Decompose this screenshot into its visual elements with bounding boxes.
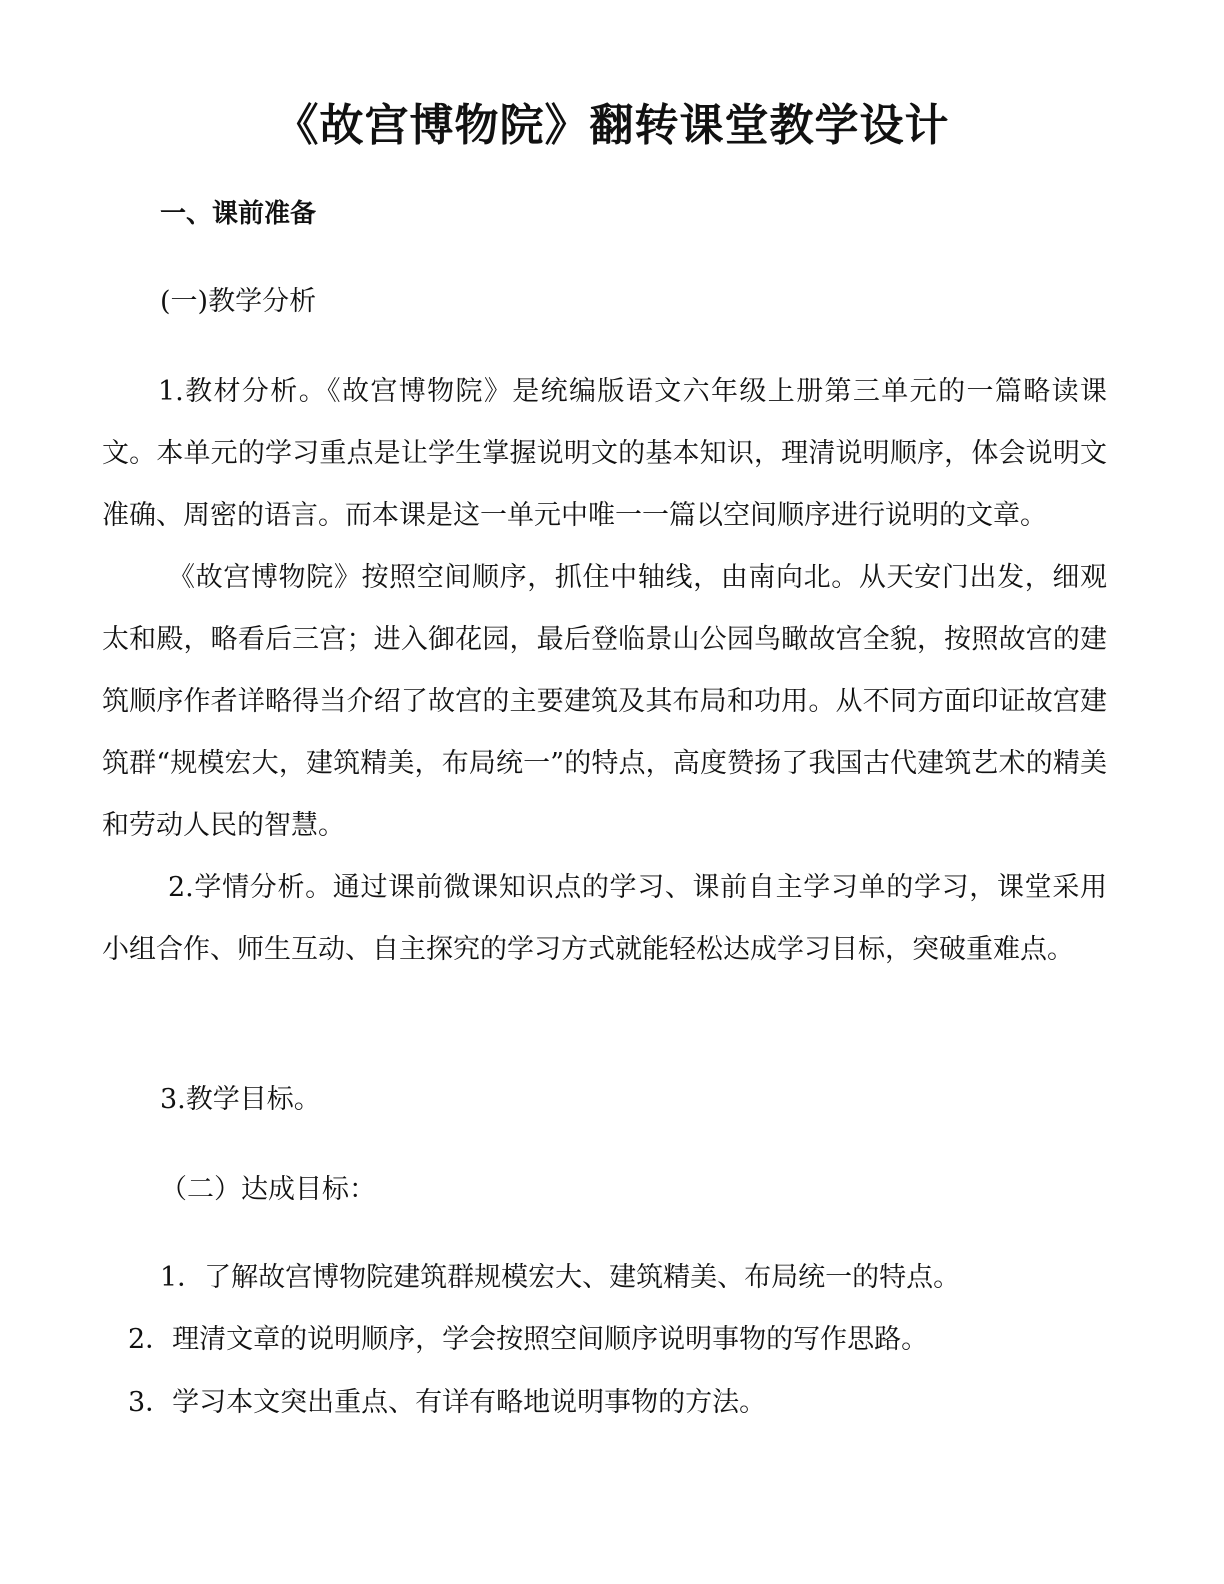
paragraph-text-structure: 《故宫博物院》按照空间顺序，抓住中轴线，由南向北。从天安门出发，细观太和殿，略看后三宫；进入御花园，最后登临景山公园鸟瞰故宫全貌，按照故宫的建筑顺序作者详略得当介绍了故宫的主要建筑及其布局和功用。从不同方面印证故宫建筑群“规模宏大，建筑精美，布局统一”的特点，高度赞扬了我国古代建筑艺术的精美和劳动人民的智慧。 [102, 562, 1107, 841]
paragraph-material-analysis: 1.教材分析。《故宫博物院》是统编版语文六年级上册第三单元的一篇略读课文。本单元的学习重点是让学生掌握说明文的基本知识，理清说明顺序，体会说明文准确、周密的语言。而本课是这一单元中唯一一篇以空间顺序进行说明的文章。 [102, 376, 1107, 531]
paragraph-teaching-goals: 3.教学目标。 [160, 1084, 321, 1115]
section-heading-preparation: 一、课前准备 [160, 199, 317, 229]
subheading-achievement-goals: （二）达成目标： [160, 1174, 376, 1205]
paragraph-learning-analysis: 2.学情分析。通过课前微课知识点的学习、课前自主学习单的学习，课堂采用小组合作、师生互动、自主探究的学习方式就能轻松达成学习目标，突破重难点。 [102, 872, 1107, 965]
goal-item-1: 1．了解故宫博物院建筑群规模宏大、建筑精美、布局统一的特点。 [160, 1262, 961, 1293]
goal-item-3: 3．学习本文突出重点、有详有略地说明事物的方法。 [128, 1387, 767, 1418]
document-title: 《故宫博物院》翻转课堂教学设计 [274, 100, 950, 151]
goal-item-2: 2．理清文章的说明顺序，学会按照空间顺序说明事物的写作思路。 [128, 1324, 929, 1355]
subheading-teaching-analysis: (一)教学分析 [160, 286, 317, 317]
